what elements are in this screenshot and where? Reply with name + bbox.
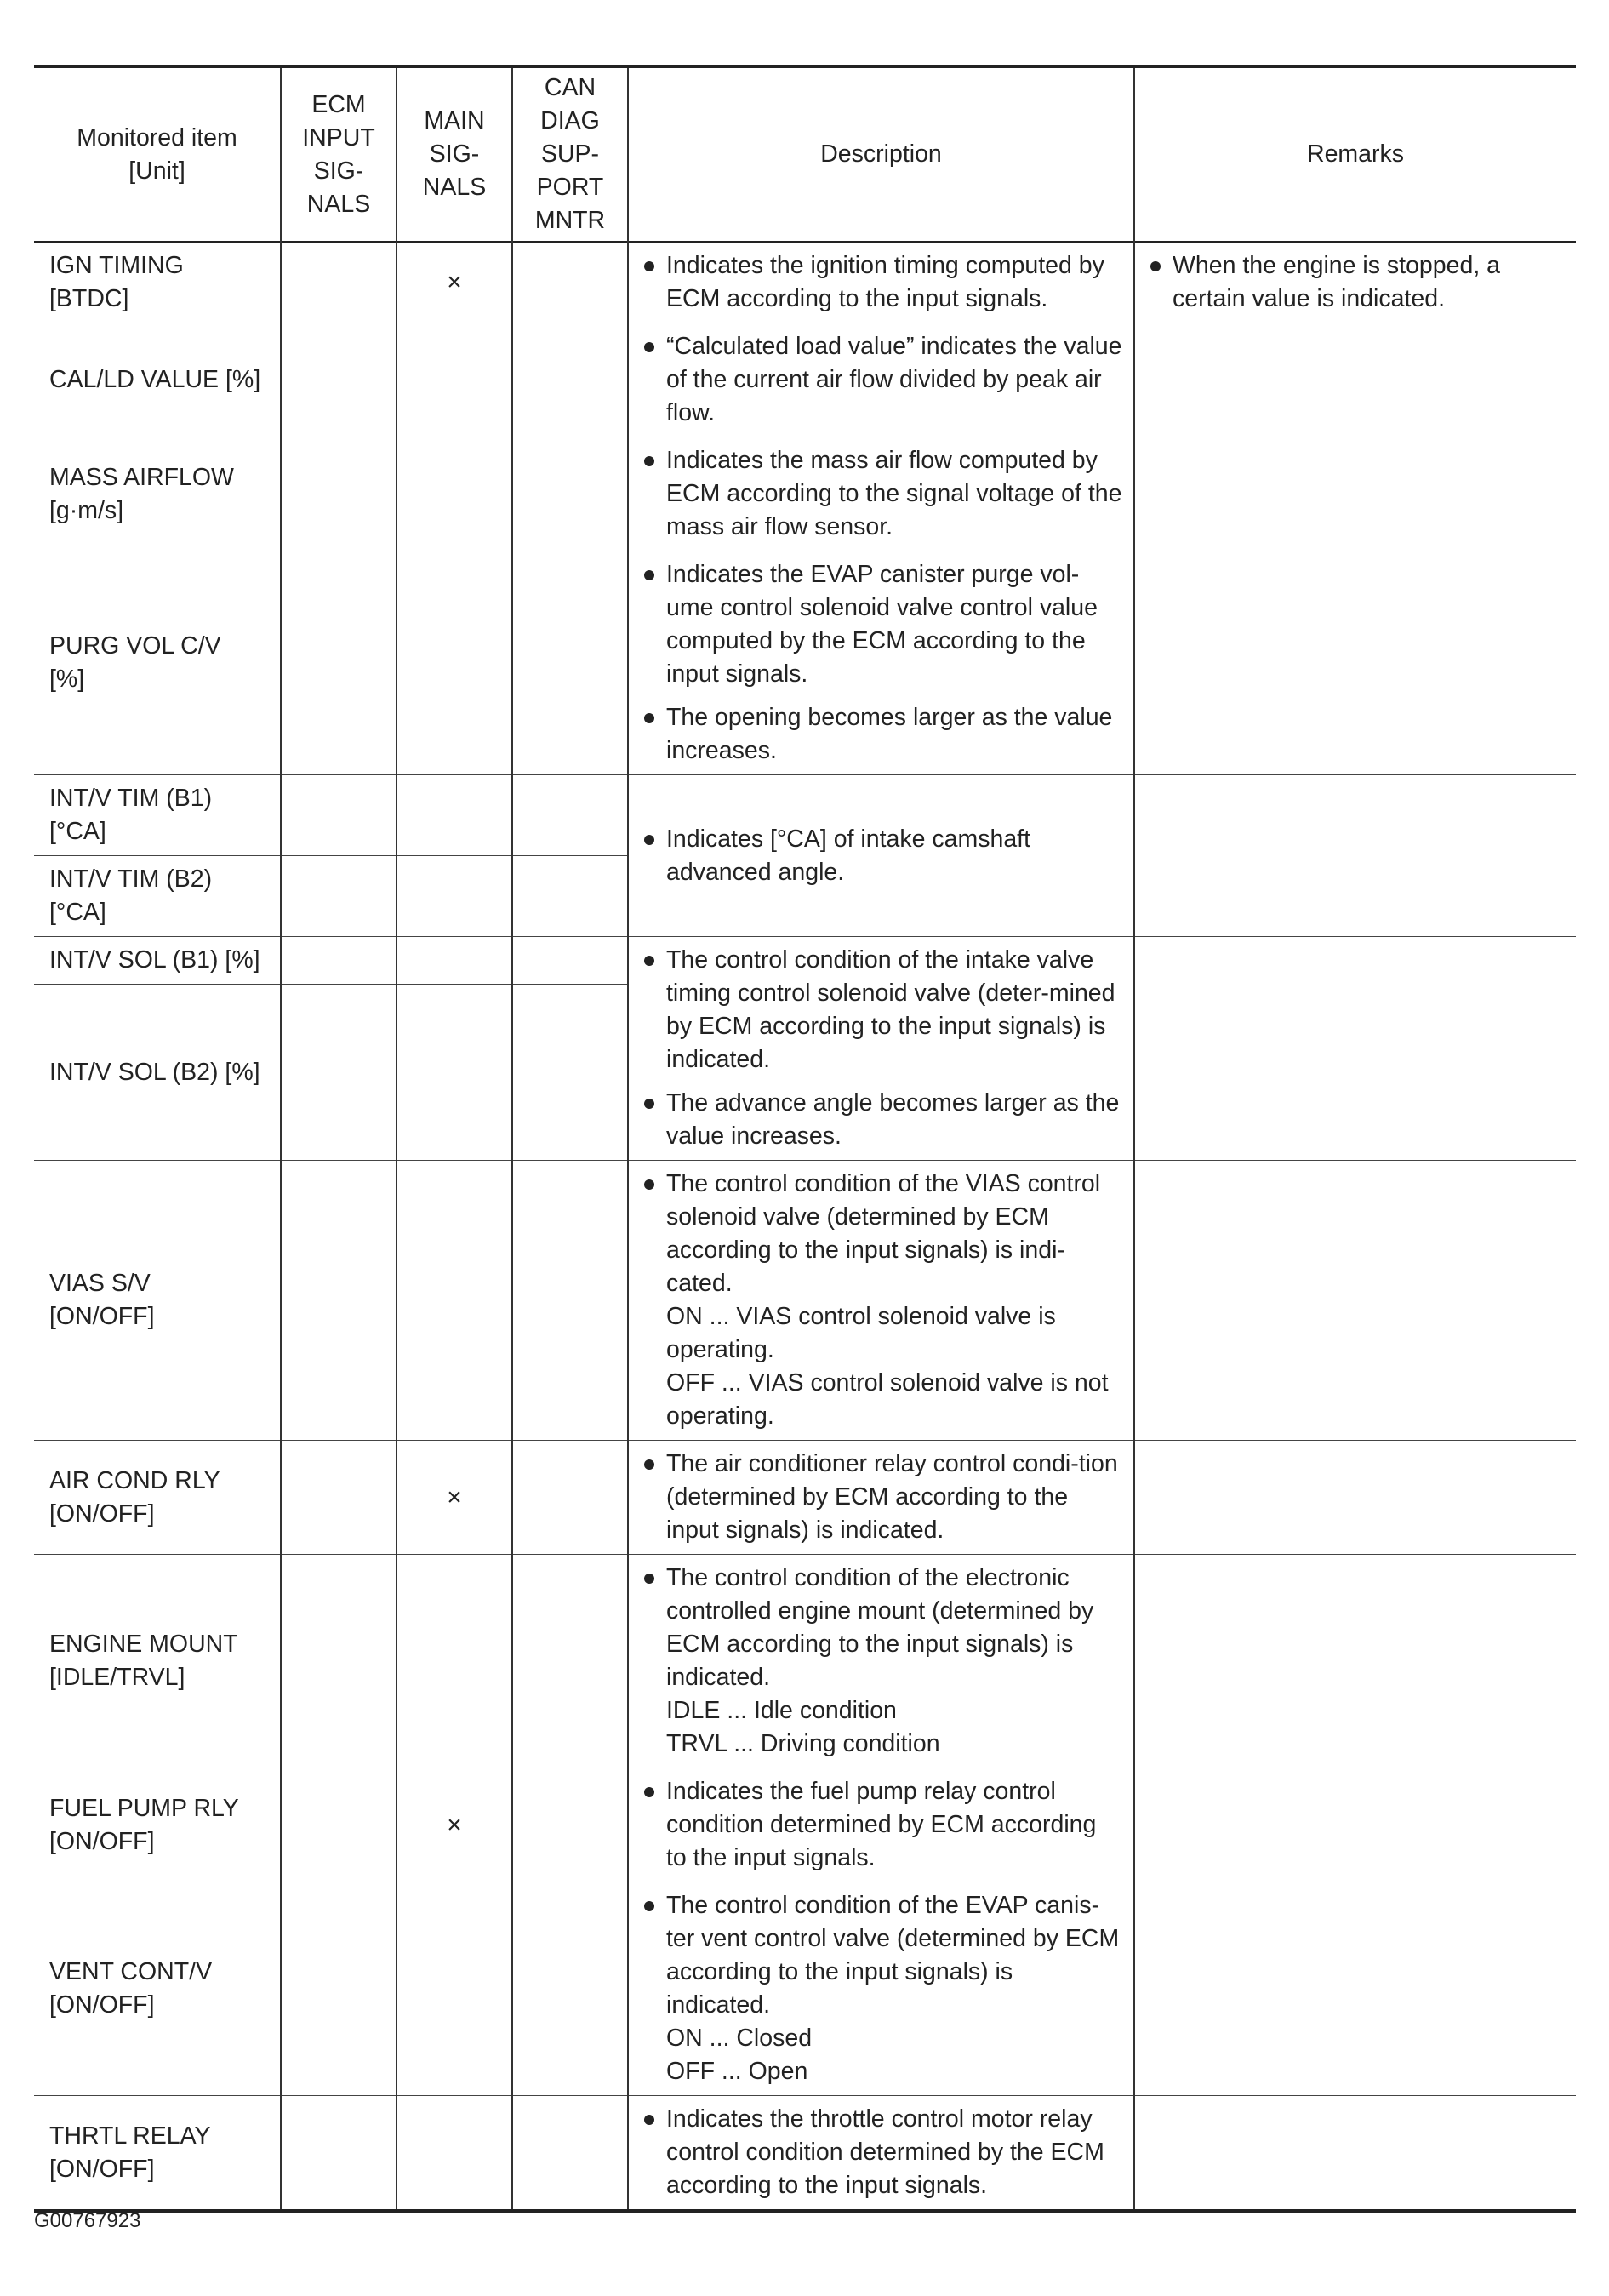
main-cell bbox=[397, 551, 512, 775]
ecm-cell bbox=[281, 437, 397, 551]
table-row bbox=[34, 437, 1576, 551]
main-cell bbox=[397, 1882, 512, 2096]
can-cell bbox=[512, 1555, 628, 1768]
description-cell bbox=[628, 1555, 1134, 1768]
remarks-cell bbox=[1134, 1555, 1576, 1768]
bullet-item: Indicates the ignition timing computed by ECM according to the input signals. bbox=[641, 249, 1123, 316]
header-main-signals: MAIN SIG- NALS bbox=[397, 66, 512, 242]
description-cell bbox=[628, 551, 1134, 775]
table-row bbox=[34, 1441, 1576, 1555]
remarks-cell bbox=[1134, 1161, 1576, 1441]
check-mark: × bbox=[447, 268, 462, 296]
item-cell: CAL/LD VALUE [%] bbox=[34, 323, 281, 437]
bullet-icon bbox=[644, 570, 654, 580]
bullet-icon bbox=[644, 956, 654, 966]
table-row bbox=[34, 1161, 1576, 1441]
can-cell bbox=[512, 985, 628, 1161]
remarks-cell bbox=[1134, 1441, 1576, 1555]
header-row bbox=[34, 66, 1576, 242]
bullet-icon bbox=[644, 1574, 654, 1584]
table-row bbox=[34, 775, 1576, 856]
ecm-cell bbox=[281, 985, 397, 1161]
bullet-item: Indicates the throttle control motor relay control condition determined by the ECM according to the input signals. bbox=[641, 2103, 1123, 2202]
remarks-cell bbox=[1134, 2096, 1576, 2212]
can-cell bbox=[512, 551, 628, 775]
remarks-cell bbox=[1134, 1768, 1576, 1882]
bullet-item: Indicates the EVAP canister purge vol-ume control solenoid valve control value computed by the ECM according to the input signals. bbox=[641, 558, 1123, 691]
table-row bbox=[34, 1555, 1576, 1768]
bullet-item: When the engine is stopped, a certain value is indicated. bbox=[1147, 249, 1566, 316]
ecm-cell bbox=[281, 1768, 397, 1882]
item-cell: IGN TIMING [BTDC] bbox=[34, 242, 281, 323]
bullet-item: The control condition of the intake valve timing control solenoid valve (deter-mined by ECM according to the input signals) is indicated. bbox=[641, 944, 1123, 1077]
table-row bbox=[34, 937, 1576, 985]
table-row bbox=[34, 1882, 1576, 2096]
remarks-cell bbox=[1134, 937, 1576, 1161]
figure-code: G00767923 bbox=[34, 2209, 141, 2232]
bullet-icon bbox=[644, 1459, 654, 1470]
item-cell: INT/V SOL (B2) [%] bbox=[34, 985, 281, 1161]
remarks-cell bbox=[1134, 323, 1576, 437]
bullet-icon bbox=[1150, 261, 1161, 271]
main-cell bbox=[397, 985, 512, 1161]
main-cell bbox=[397, 775, 512, 856]
ecm-cell bbox=[281, 1161, 397, 1441]
main-cell bbox=[397, 856, 512, 937]
description-cell bbox=[628, 2096, 1134, 2212]
ecm-cell bbox=[281, 242, 397, 323]
ecm-cell bbox=[281, 1441, 397, 1555]
bullet-item: The air conditioner relay control condi-tion (determined by ECM according to the input signals) is indicated. bbox=[641, 1448, 1123, 1547]
can-cell bbox=[512, 2096, 628, 2212]
main-cell bbox=[397, 937, 512, 985]
item-cell: INT/V TIM (B2) [°CA] bbox=[34, 856, 281, 937]
item-cell: VIAS S/V [ON/OFF] bbox=[34, 1161, 281, 1441]
table-row bbox=[34, 1768, 1576, 1882]
item-cell: MASS AIRFLOW [g·m/s] bbox=[34, 437, 281, 551]
table-row bbox=[34, 2096, 1576, 2212]
bullet-icon bbox=[644, 456, 654, 466]
ecm-cell bbox=[281, 775, 397, 856]
remarks-cell bbox=[1134, 242, 1576, 323]
table-row bbox=[34, 551, 1576, 775]
ecm-cell bbox=[281, 937, 397, 985]
ecm-cell bbox=[281, 323, 397, 437]
check-mark: × bbox=[447, 1482, 462, 1511]
remarks-cell bbox=[1134, 775, 1576, 937]
main-cell bbox=[397, 1555, 512, 1768]
ecm-cell bbox=[281, 2096, 397, 2212]
bullet-item: Indicates the mass air flow computed by ECM according to the signal voltage of the mass air flow sensor. bbox=[641, 444, 1123, 544]
table-row bbox=[34, 323, 1576, 437]
main-cell bbox=[397, 1161, 512, 1441]
can-cell bbox=[512, 856, 628, 937]
bullet-icon bbox=[644, 1179, 654, 1190]
header-ecm-input-signals: ECM INPUT SIG- NALS bbox=[281, 66, 397, 242]
bullet-icon bbox=[644, 1099, 654, 1109]
item-cell: INT/V TIM (B1) [°CA] bbox=[34, 775, 281, 856]
item-cell: FUEL PUMP RLY [ON/OFF] bbox=[34, 1768, 281, 1882]
bullet-item: Indicates the fuel pump relay control condition determined by ECM according to the input signals. bbox=[641, 1775, 1123, 1875]
item-cell: INT/V SOL (B1) [%] bbox=[34, 937, 281, 985]
can-cell bbox=[512, 437, 628, 551]
main-cell bbox=[397, 323, 512, 437]
bullet-item: The control condition of the EVAP canis-ter vent control valve (determined by ECM according to the input signals) is indicated. ON ... Closed OFF ... Open bbox=[641, 1889, 1123, 2088]
check-mark: × bbox=[447, 1810, 462, 1839]
description-cell bbox=[628, 1768, 1134, 1882]
bullet-icon bbox=[644, 2115, 654, 2125]
bullet-item: The opening becomes larger as the value increases. bbox=[641, 701, 1123, 768]
bullet-icon bbox=[644, 1901, 654, 1911]
monitor-item-table bbox=[34, 65, 1576, 2213]
bullet-icon bbox=[644, 713, 654, 723]
main-cell bbox=[397, 1441, 512, 1555]
ecm-cell bbox=[281, 1555, 397, 1768]
bullet-item: Indicates [°CA] of intake camshaft advanced angle. bbox=[641, 823, 1123, 889]
item-cell: ENGINE MOUNT [IDLE/TRVL] bbox=[34, 1555, 281, 1768]
can-cell bbox=[512, 242, 628, 323]
can-cell bbox=[512, 1441, 628, 1555]
bullet-icon bbox=[644, 1787, 654, 1797]
bullet-item: The control condition of the VIAS control solenoid valve (determined by ECM according to the input signals) is indi-cated. ON ... VIAS control solenoid valve is operating. OFF ... VIAS control solenoid valve is not operating. bbox=[641, 1168, 1123, 1433]
ecm-cell bbox=[281, 1882, 397, 2096]
description-cell bbox=[628, 1882, 1134, 2096]
description-cell bbox=[628, 775, 1134, 937]
main-cell bbox=[397, 1768, 512, 1882]
remarks-cell bbox=[1134, 551, 1576, 775]
header-monitored-item: Monitored item [Unit] bbox=[77, 123, 237, 185]
bullet-item: “Calculated load value” indicates the value of the current air flow divided by peak air flow. bbox=[641, 330, 1123, 430]
bullet-item: The advance angle becomes larger as the value increases. bbox=[641, 1087, 1123, 1153]
can-cell bbox=[512, 323, 628, 437]
can-cell bbox=[512, 1161, 628, 1441]
remarks-cell bbox=[1134, 437, 1576, 551]
item-cell: THRTL RELAY [ON/OFF] bbox=[34, 2096, 281, 2212]
can-cell bbox=[512, 1882, 628, 2096]
bullet-item: The control condition of the electronic controlled engine mount (determined by ECM according to the input signals) is indicated. IDLE ... Idle condition TRVL ... Driving condition bbox=[641, 1562, 1123, 1761]
header-remarks: Remarks bbox=[1134, 66, 1576, 242]
header-description: Description bbox=[628, 66, 1134, 242]
remarks-cell bbox=[1134, 1882, 1576, 2096]
description-cell bbox=[628, 1441, 1134, 1555]
item-cell: VENT CONT/V [ON/OFF] bbox=[34, 1882, 281, 2096]
table-row bbox=[34, 242, 1576, 323]
ecm-cell bbox=[281, 856, 397, 937]
description-cell bbox=[628, 242, 1134, 323]
description-cell bbox=[628, 937, 1134, 1161]
bullet-icon bbox=[644, 835, 654, 845]
ecm-cell bbox=[281, 551, 397, 775]
can-cell bbox=[512, 775, 628, 856]
description-cell bbox=[628, 1161, 1134, 1441]
bullet-icon bbox=[644, 261, 654, 271]
bullet-icon bbox=[644, 342, 654, 352]
item-cell: PURG VOL C/V [%] bbox=[34, 551, 281, 775]
item-cell: AIR COND RLY [ON/OFF] bbox=[34, 1441, 281, 1555]
header-can-diag-support: CAN DIAG SUP- PORT MNTR bbox=[512, 66, 628, 242]
main-cell bbox=[397, 2096, 512, 2212]
main-cell bbox=[397, 437, 512, 551]
description-cell bbox=[628, 323, 1134, 437]
can-cell bbox=[512, 1768, 628, 1882]
description-cell bbox=[628, 437, 1134, 551]
can-cell bbox=[512, 937, 628, 985]
main-cell bbox=[397, 242, 512, 323]
